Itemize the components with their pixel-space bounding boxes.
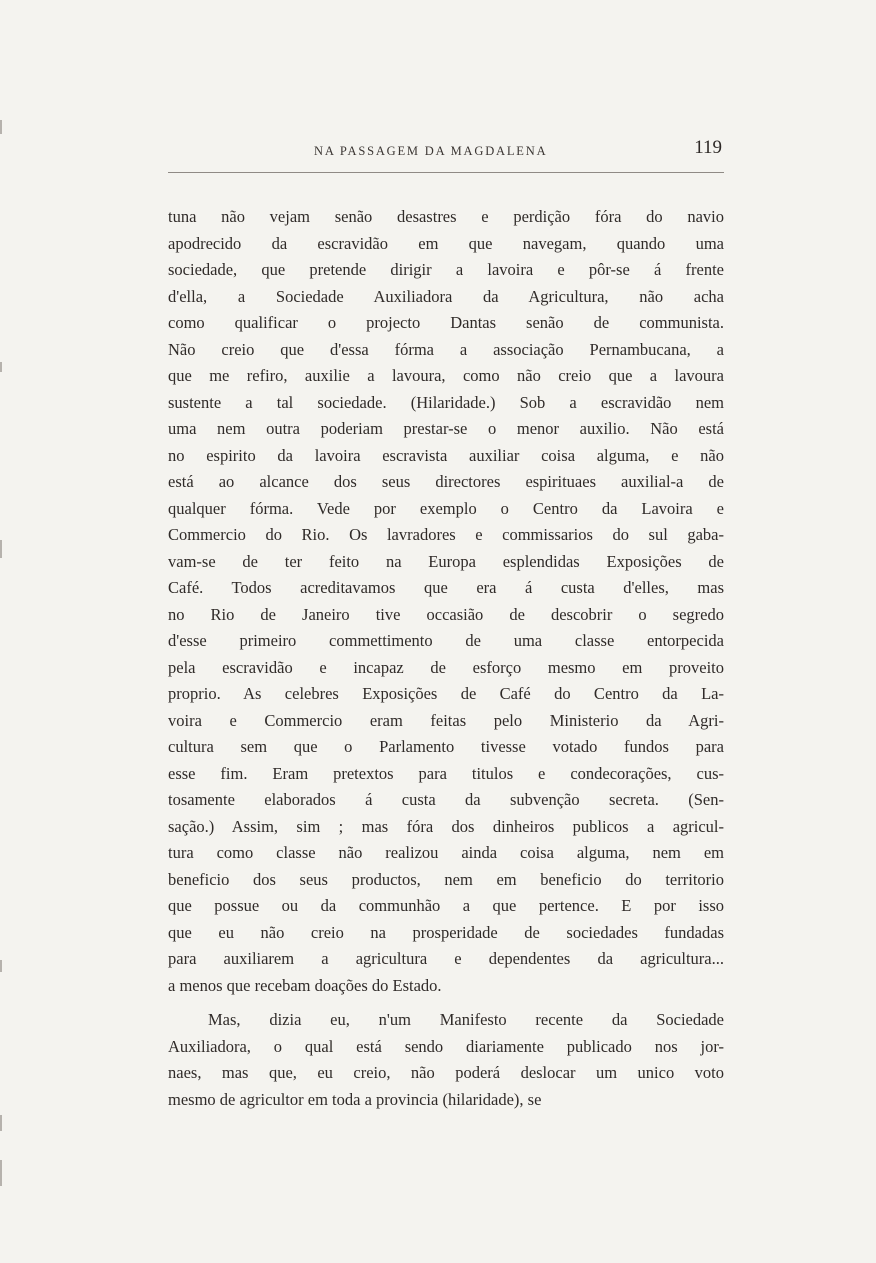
text-line: esse fim. Eram pretextos para titulos e condecorações, cus-	[168, 763, 724, 783]
text-line: que eu não creio na prosperidade de sociedades fundadas	[168, 922, 724, 942]
text-line: tuna não vejam senão desastres e perdição fóra do navio	[168, 207, 724, 226]
text-line: no Rio de Janeiro tive occasião de descobrir o segredo	[168, 604, 724, 624]
text-line: pela escravidão e incapaz de esforço mesmo em proveito	[168, 657, 724, 677]
header-rule	[168, 172, 724, 173]
text-line: vam-se de ter feito na Europa esplendidas Exposições de	[168, 551, 724, 571]
text-line: d'esse primeiro commettimento de uma classe entorpecida	[168, 631, 724, 650]
text-line: que me refiro, auxilie a lavoura, como não creio que a lavoura	[168, 366, 724, 385]
text-line: Mas, dizia eu, n'um Manifesto recente da Sociedade	[208, 1010, 724, 1029]
text-line: voira e Commercio eram feitas pelo Ministerio da Agri-	[168, 710, 724, 730]
scan-edge-mark	[0, 1160, 2, 1186]
text-line: sustente a tal sociedade. (Hilaridade.) Sob a escravidão nem	[168, 392, 724, 412]
text-line: tura como classe não realizou ainda coisa alguma, nem em	[168, 843, 724, 862]
text-line: d'ella, a Sociedade Auxiliadora da Agricultura, não acha	[168, 286, 724, 306]
running-head: NA PASSAGEM DA MAGDALENA	[314, 144, 548, 158]
scan-edge-mark	[0, 120, 2, 134]
paragraph-gap	[168, 999, 724, 1007]
text-line: a menos que recebam doações do Estado.	[168, 975, 442, 995]
text-line: sociedade, que pretende dirigir a lavoira e pôr-se á frente	[168, 260, 724, 279]
body-text	[168, 204, 724, 1113]
text-line: qualquer fórma. Vede por exemplo o Centro da Lavoira e	[168, 498, 724, 518]
text-line: Não creio que d'essa fórma a associação Pernambucana, a	[168, 339, 724, 359]
paragraph	[168, 204, 724, 999]
text-line: no espirito da lavoira escravista auxiliar coisa alguma, e não	[168, 445, 724, 465]
scan-edge-mark	[0, 1115, 2, 1131]
text-line: cultura sem que o Parlamento tivesse votado fundos para	[168, 737, 724, 756]
page-number: 119	[694, 137, 722, 158]
text-line: mesmo de agricultor em toda a provincia (hilaridade), se	[168, 1089, 542, 1109]
text-line: como qualificar o projecto Dantas senão de communista.	[168, 313, 724, 332]
text-line: beneficio dos seus productos, nem em beneficio do territorio	[168, 869, 724, 889]
text-line: sação.) Assim, sim ; mas fóra dos dinheiros publicos a agricul-	[168, 816, 724, 836]
text-line: naes, mas que, eu creio, não poderá deslocar um unico voto	[168, 1063, 724, 1082]
text-line: Commercio do Rio. Os lavradores e commissarios do sul gaba-	[168, 525, 724, 544]
scan-edge-mark	[0, 960, 2, 972]
text-line: uma nem outra poderiam prestar-se o menor auxilio. Não está	[168, 419, 724, 438]
text-line: apodrecido da escravidão em que navegam, quando uma	[168, 233, 724, 253]
text-line: tosamente elaborados á custa da subvenção secreta. (Sen-	[168, 790, 724, 809]
scan-edge-marks	[0, 0, 6, 1263]
page-header	[168, 136, 724, 176]
text-line: para auxiliarem a agricultura e dependentes da agricultura...	[168, 949, 724, 968]
paragraph	[168, 1007, 724, 1113]
text-line: proprio. As celebres Exposições de Café do Centro da La-	[168, 684, 724, 703]
text-line: Café. Todos acreditavamos que era á custa d'elles, mas	[168, 578, 724, 597]
scan-edge-mark	[0, 362, 2, 372]
text-line: está ao alcance dos seus directores espirituaes auxilial-a de	[168, 472, 724, 491]
text-line: que possue ou da communhão a que pertence. E por isso	[168, 896, 724, 915]
scan-edge-mark	[0, 540, 2, 558]
text-line: Auxiliadora, o qual está sendo diariamente publicado nos jor-	[168, 1036, 724, 1056]
